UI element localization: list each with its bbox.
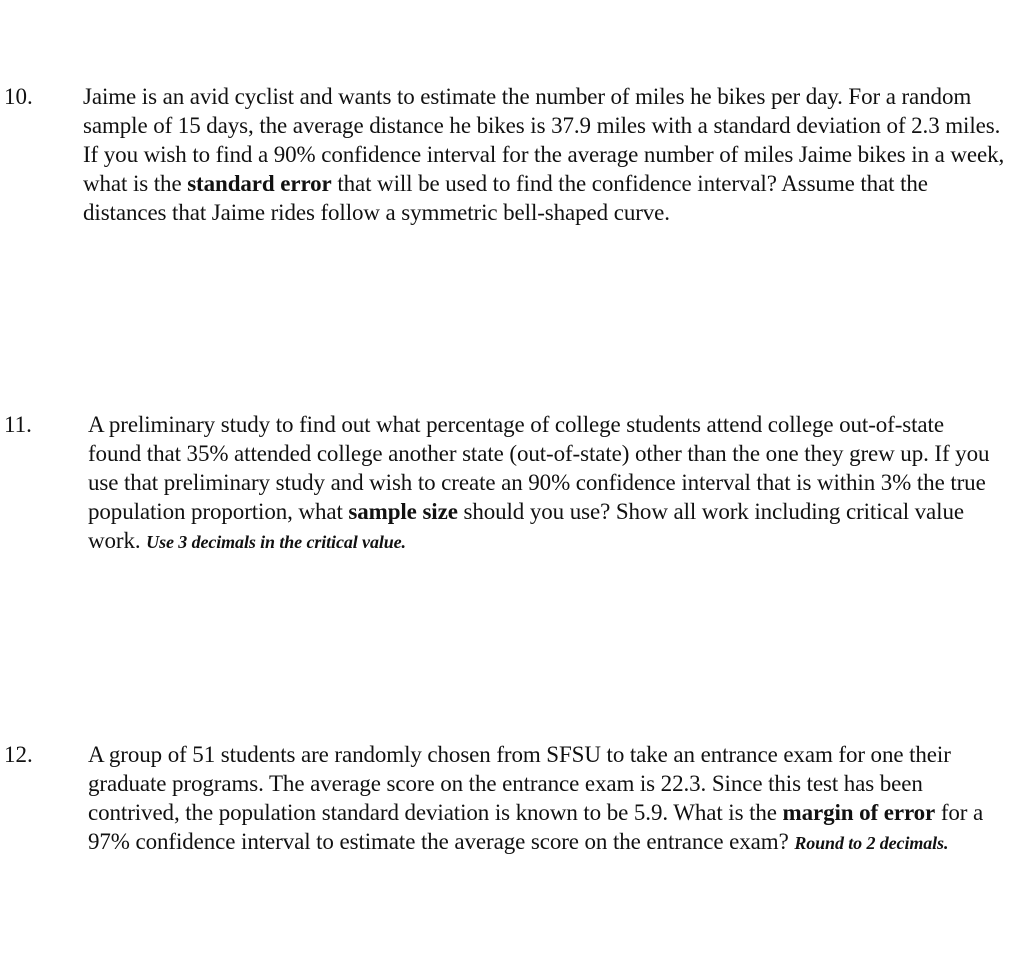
emphasized-term: sample size [348,499,458,524]
question-text-part: A preliminary study to find out what percentage of college students attend college out-of-state found that 35% attended college another state (out-of-state) other than the one they grew up. If you use that preliminary study and wish to create an 90% confidence interval that is within 3% the true population proportion, what [88,412,990,524]
question-text-part: should you use? Show all work including critical value work. [88,499,964,553]
question-number: 11. [4,412,32,437]
rounding-note: Round to 2 decimals. [794,833,949,853]
question-text-part: Jaime is an avid cyclist and wants to estimate the number of miles he bikes per day. For a random sample of 15 days, the average distance he bikes is 37.9 miles with a standard deviation of 2.3 miles. If you wish to find a 90% confidence interval for the average number of miles Jaime bikes in a week, what is the [83,84,1005,196]
question-text [88,410,1000,557]
question-text-part: for a 97% confidence interval to estimate the average score on the entrance exam? [88,800,984,854]
question-text-part: that will be used to find the confidence interval? Assume that the distances that Jaime rides follow a symmetric bell-shaped curve. [83,171,928,225]
emphasized-term: standard error [187,171,332,196]
question-text [83,82,1013,227]
rounding-note: Use 3 decimals in the critical value. [146,532,406,552]
question-text-part: A group of 51 students are randomly chosen from SFSU to take an entrance exam for one their graduate programs. The average score on the entrance exam is 22.3. Since this test has been contrived, the population standard deviation is known to be 5.9. What is the [88,742,951,825]
emphasized-term: margin of error [782,800,936,825]
question-text [88,740,1000,858]
question-number: 10. [4,84,33,109]
question-number: 12. [4,742,33,767]
